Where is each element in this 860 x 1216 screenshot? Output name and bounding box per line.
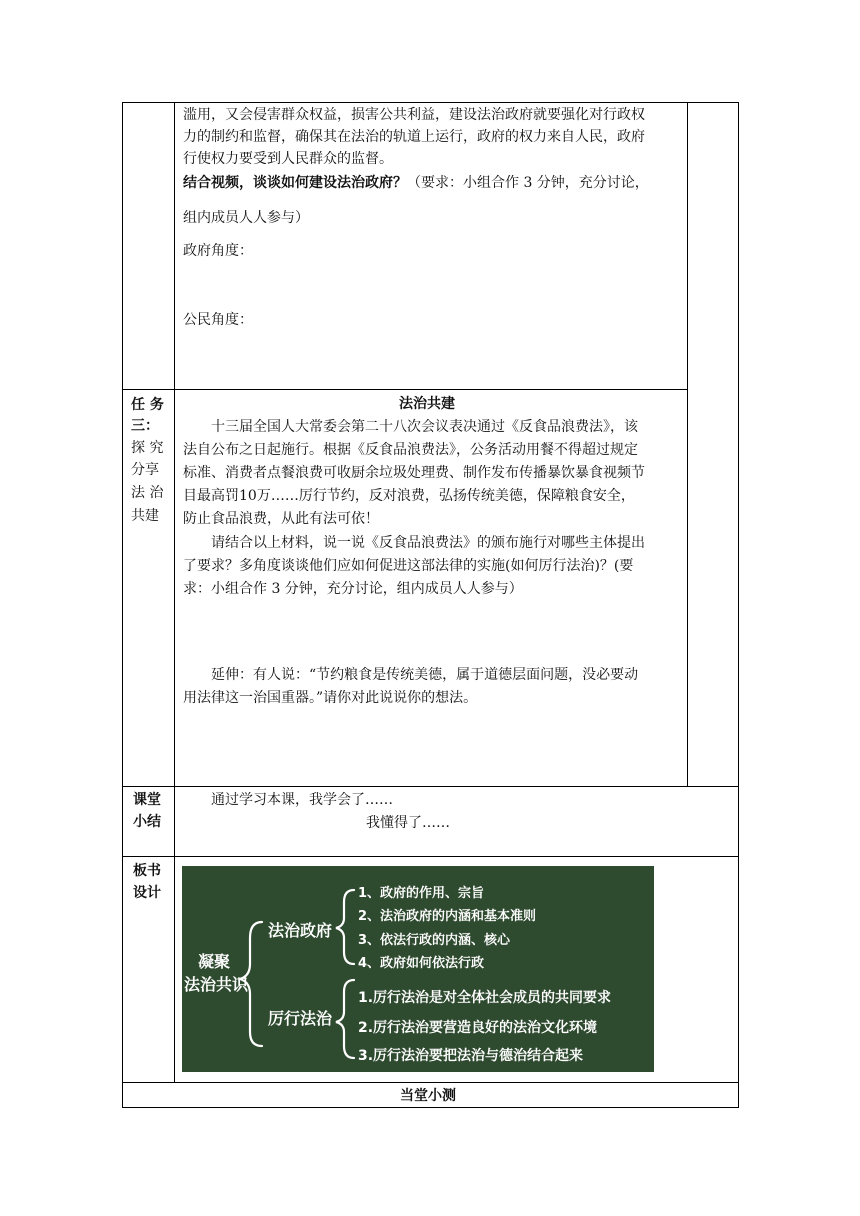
board-branch-2-item-3: 3.厉行法治要把法治与德治结合起来 — [358, 1048, 584, 1064]
table-border-top — [122, 102, 739, 103]
summary-line-1: 通过学习本课，我学会了…… — [211, 792, 393, 808]
blackboard-diagram — [182, 866, 654, 1072]
board-branch-1-item-4: 4、政府如何依法行政 — [358, 956, 485, 971]
task3-label-line-6: 共建 — [131, 508, 159, 524]
board-branch-2-item-1: 1.厉行法治是对全体社会成员的共同要求 — [358, 990, 612, 1006]
task3-para1-line-4: 目最高罚10万……厉行节约，反对浪费，弘扬传统美德，保障粮食安全， — [183, 488, 635, 504]
quiz-section-title: 当堂小测 — [400, 1088, 456, 1104]
task3-label-line-3: 探 究 — [131, 440, 164, 456]
board-root-line-1: 凝聚 — [198, 952, 231, 971]
task3-para3-line-2: 用法律这一治国重器。”请你对此说说你的想法。 — [183, 690, 478, 706]
board-branch-2-item-2: 2.厉行法治要营造良好的法治文化环境 — [358, 1020, 598, 1036]
board-branch-1-item-3: 3、依法行政的内涵、核心 — [358, 933, 511, 948]
question-bold: 结合视频，谈谈如何建设法治政府？ — [183, 175, 407, 191]
table-border-right — [738, 102, 739, 1108]
citizen-angle-label: 公民角度： — [183, 312, 253, 328]
board-branch-2: 厉行法治 — [268, 1009, 333, 1028]
top-text-line-1: 滥用，又会侵害群众权益，损害公共利益，建设法治政府就要强化对行政权 — [183, 107, 645, 123]
task3-title: 法治共建 — [399, 396, 455, 412]
government-angle-label: 政府角度： — [183, 243, 253, 259]
row-divider-footer — [122, 1082, 739, 1083]
inner-column-divider — [687, 102, 688, 786]
summary-label-line-2: 小结 — [133, 814, 161, 830]
top-text-line-3: 行使权力要受到人民群众的监督。 — [183, 151, 393, 167]
row-divider-summary — [122, 786, 739, 787]
question-requirement: （要求：小组合作 3 分钟，充分讨论， — [407, 175, 649, 191]
board-label-line-2: 设计 — [133, 885, 161, 901]
top-text-line-2: 力的制约和监督，确保其在法治的轨道上运行，政府的权力来自人民，政府 — [183, 129, 645, 145]
task3-para3-line-1: 延伸：有人说：“节约粮食是传统美德，属于道德层面问题，没必要动 — [211, 667, 639, 683]
row-divider-task3 — [122, 389, 688, 390]
table-border-bottom — [122, 1107, 739, 1108]
task3-para2-line-1: 请结合以上材料，说一说《反食品浪费法》的颁布施行对哪些主体提出 — [211, 535, 645, 551]
task3-label-line-1: 任 务 — [131, 397, 164, 413]
task3-para2-line-2: 了要求？多角度谈谈他们应如何促进这部法律的实施(如何厉行法治)？(要 — [183, 558, 634, 574]
board-root-line-2: 法治共识 — [184, 975, 249, 994]
summary-label-line-1: 课堂 — [133, 792, 161, 808]
task3-para1-line-2: 法自公布之日起施行。根据《反食品浪费法》，公务活动用餐不得超过规定 — [183, 442, 638, 458]
task3-label-line-5: 法 治 — [131, 485, 164, 501]
task3-para1-line-3: 标准、消费者点餐浪费可收厨余垃圾处理费、制作发布传播暴饮暴食视频节 — [183, 465, 645, 481]
board-branch-1-item-2: 2、法治政府的内涵和基本准则 — [358, 909, 537, 924]
label-column-divider — [174, 102, 175, 1082]
task3-para1-line-5: 防止食品浪费，从此有法可依！ — [183, 511, 379, 527]
summary-line-2: 我懂得了…… — [366, 815, 450, 831]
task3-label-line-4: 分享 — [131, 462, 159, 478]
discussion-question-line-2: 组内成员人人参与） — [183, 210, 309, 226]
board-branch-1-item-1: 1、政府的作用、宗旨 — [358, 886, 485, 901]
discussion-question — [183, 174, 649, 192]
board-label-line-1: 板书 — [133, 863, 161, 879]
task3-para1-line-1: 十三届全国人大常委会第二十八次会议表决通过《反食品浪费法》，该 — [211, 419, 638, 435]
row-divider-board — [122, 856, 739, 857]
table-border-left — [122, 102, 123, 1108]
task3-para2-line-3: 求：小组合作 3 分钟，充分讨论，组内成员人人参与） — [183, 581, 523, 597]
board-branch-1: 法治政府 — [268, 921, 333, 940]
task3-label-line-2: 三： — [131, 418, 159, 434]
